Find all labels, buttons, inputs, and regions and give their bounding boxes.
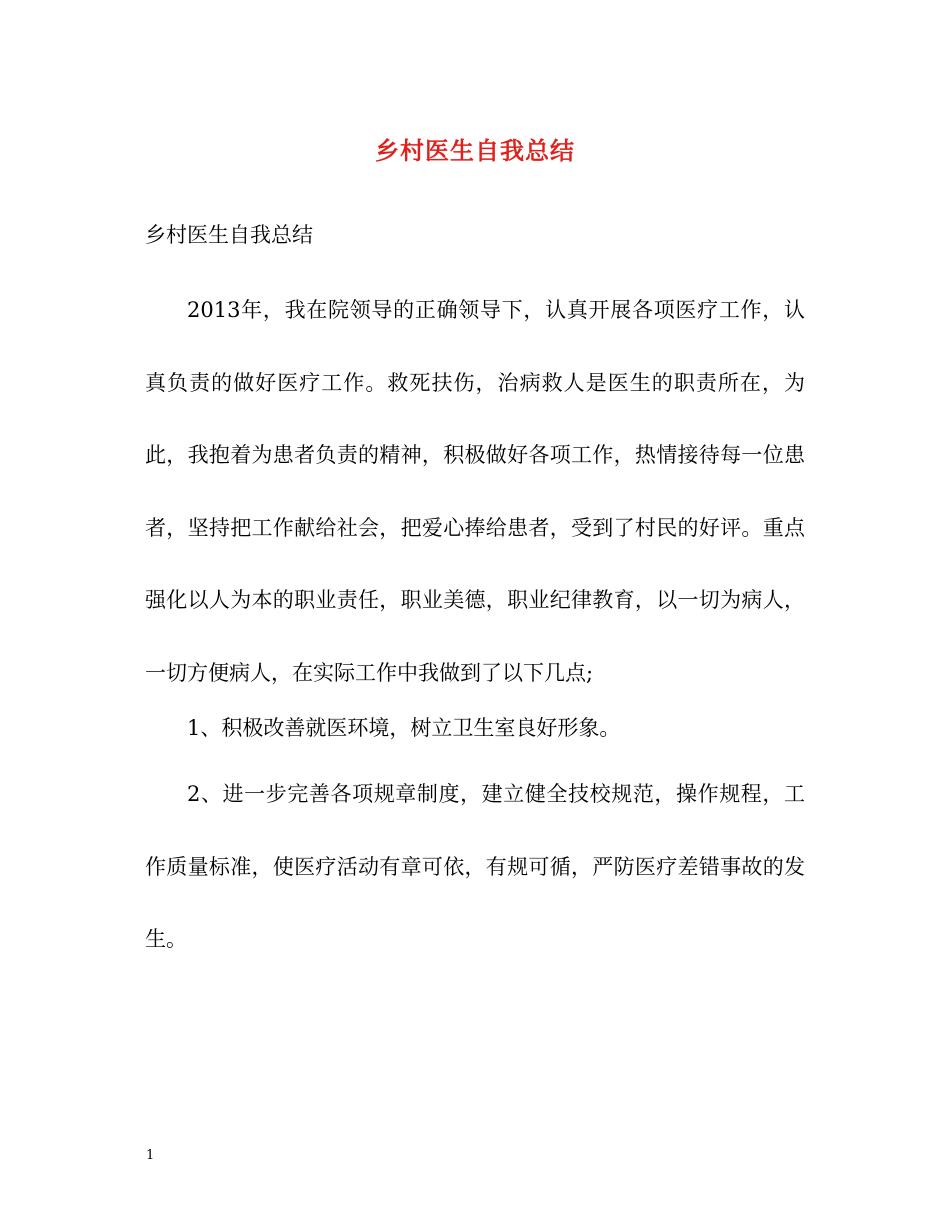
list-item-1: 1、积极改善就医环境，树立卫生室良好形象。 [187,716,621,740]
page-number: 1 [146,1148,155,1163]
list-item-2: 2、进一步完善各项规章制度，建立健全技校规范，操作规程，工作质量标准，使医疗活动有章可依，有规可循，严防医疗差错事故的发生。 [145,782,805,951]
paragraph-intro: 2013年，我在院领导的正确领导下，认真开展各项医疗工作，认真负责的做好医疗工作。救死扶伤，治病救人是医生的职责所在，为此，我抱着为患者负责的精神，积极做好各项工作，热情接待每一位患者，坚持把工作献给社会，把爱心捧给患者，受到了村民的好评。重点强化以人为本的职业责任，职业美德，职业纪律教育，以一切为病人，一切方便病人，在实际工作中我做到了以下几点; [145,298,805,685]
document-subtitle: 乡村医生自我总结 [145,223,313,247]
document-title: 乡村医生自我总结 [375,136,575,165]
document-body [145,216,805,976]
